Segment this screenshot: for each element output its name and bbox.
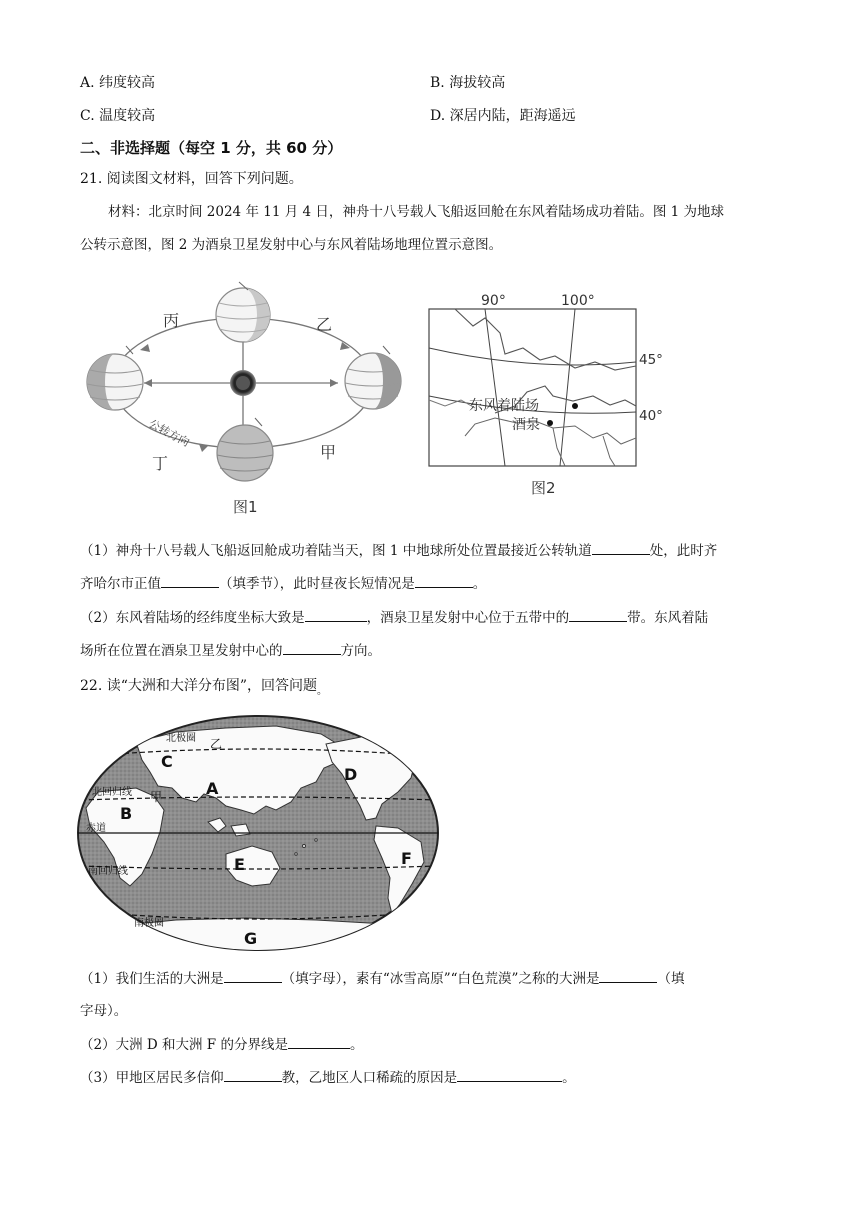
q21-p2-blank-1[interactable]: [305, 607, 367, 622]
q22-stem: [80, 676, 327, 702]
q21-part2-line2: [80, 640, 381, 661]
option-b: B. 海拔较高: [430, 75, 506, 91]
q21-p2-blank-3[interactable]: [283, 640, 341, 655]
option-a: A. 纬度较高: [80, 75, 156, 91]
q22-part2: [80, 1034, 363, 1055]
label-revolution-direction: 公转方向: [146, 417, 192, 450]
q22-part1-line1: [80, 968, 684, 989]
q22-p1-text-a: （1）我们生活的大洲是: [80, 971, 224, 987]
q21-p2-text-b: ，酒泉卫星发射中心位于五带中的: [366, 610, 570, 626]
q21-p1-blank-2[interactable]: [161, 573, 219, 588]
q22-p1-text-c: （填: [657, 971, 685, 987]
earth-right-icon: [345, 346, 401, 409]
q22-part3: [80, 1067, 576, 1088]
jiuquan-point: [547, 420, 553, 426]
q21-part1-line1: [80, 540, 717, 561]
option-d: D. 深居内陆，距海遥远: [430, 108, 576, 124]
label-antarctic-circle: 南极圈: [134, 918, 164, 929]
q21-p2-text-a: （2）东风着陆场的经纬度坐标大致是: [80, 610, 305, 626]
q21-p2-text-c: 带。东风着陆: [627, 610, 709, 626]
q21-p1-text-c: 齐哈尔市正值: [80, 576, 161, 592]
q21-p2-text-d: 场所在位置在酒泉卫星发射中心的: [80, 643, 283, 659]
q21-part2-line1: [80, 607, 708, 628]
label-tropic-cancer: 北回归线: [92, 787, 132, 798]
q22-p2-blank[interactable]: [288, 1034, 350, 1049]
q22-p3-blank-2[interactable]: [457, 1067, 562, 1082]
q21-p1-text-a: （1）神舟十八号载人飞船返回舱成功着陆当天，图 1 中地球所处位置最接近公转轨道: [80, 543, 592, 559]
label-map-jia: 甲: [150, 790, 163, 804]
q22-p3-blank-1[interactable]: [224, 1067, 282, 1082]
q22-p3-text-c: 。: [562, 1070, 576, 1086]
label-jia: 甲: [320, 443, 337, 462]
earth-bottom-icon: [217, 418, 273, 481]
dongfeng-point: [572, 403, 578, 409]
continent-D: D: [344, 765, 358, 784]
continent-C: C: [161, 752, 173, 771]
q21-p1-blank-1[interactable]: [592, 540, 650, 555]
figure1-caption: 图1: [233, 498, 258, 516]
label-dongfeng: 东风着陆场: [469, 398, 539, 414]
label-arctic-circle: 北极圈: [166, 733, 196, 744]
label-lon-100: 100°: [561, 293, 595, 309]
world-map: [76, 714, 442, 952]
continent-F: F: [401, 849, 412, 868]
q21-part1-line2: [80, 573, 486, 594]
continent-A: A: [206, 779, 219, 798]
figure2-location-map: [425, 288, 655, 473]
label-lon-90: 90°: [481, 293, 506, 309]
q21-p1-blank-3[interactable]: [415, 573, 473, 588]
q21-p1-text-e: 。: [472, 576, 487, 592]
q22-p3-text-a: （3）甲地区居民多信仰: [80, 1070, 224, 1086]
q22-part1-line2: 字母）。: [80, 1003, 128, 1019]
label-tropic-capricorn: 南回归线: [88, 866, 128, 877]
label-lat-45: 45°: [639, 352, 663, 368]
earth-top-icon: [216, 282, 270, 342]
label-yi: 乙: [316, 315, 333, 334]
q21-p2-text-e: 方向。: [340, 643, 381, 659]
q22-p2-text-a: （2）大洲 D 和大洲 F 的分界线是: [80, 1037, 288, 1053]
q21-material-line1: 材料：北京时间 2024 年 11 月 4 日，神舟十八号载人飞船返回舱在东风着陆场成功着陆。图 1 为地球: [108, 204, 725, 220]
q22-p2-text-b: 。: [349, 1037, 364, 1053]
continent-E: E: [234, 855, 245, 874]
continent-B: B: [120, 804, 133, 823]
label-jiuquan: 酒泉: [512, 417, 540, 433]
label-equator: 赤道: [86, 823, 106, 834]
figure2-caption: 图2: [531, 479, 556, 497]
q22-stem-end: 。: [317, 685, 328, 697]
q21-p1-text-d: （填季节），此时昼夜长短情况是: [219, 576, 415, 592]
q22-p3-text-b: 教，乙地区人口稀疏的原因是: [281, 1070, 458, 1086]
q21-p1-text-b: 处，此时齐: [649, 543, 718, 559]
q21-stem: 21. 阅读图文材料，回答下列问题。: [80, 171, 303, 187]
earth-left-icon: [87, 346, 143, 410]
label-bing: 丙: [163, 311, 180, 330]
label-lat-40: 40°: [639, 408, 663, 424]
label-ding: 丁: [152, 454, 169, 473]
option-c: C. 温度较高: [80, 108, 156, 124]
section-title: 二、非选择题（每空 1 分，共 60 分）: [80, 139, 343, 157]
figure1-revolution-diagram: [78, 278, 418, 483]
q21-p2-blank-2[interactable]: [569, 607, 627, 622]
continent-G: G: [244, 929, 258, 948]
q21-material-line2: 公转示意图，图 2 为酒泉卫星发射中心与东风着陆场地理位置示意图。: [80, 237, 503, 253]
q22-p1-blank-2[interactable]: [599, 968, 657, 983]
label-map-yi: 乙: [210, 737, 223, 751]
q22-p1-blank-1[interactable]: [224, 968, 282, 983]
q22-p1-text-b: （填字母），素有“冰雪高原”“白色荒漠”之称的大洲是: [281, 971, 600, 987]
q22-stem-text: 22. 读“大洲和大洋分布图”，回答问题: [80, 678, 318, 694]
